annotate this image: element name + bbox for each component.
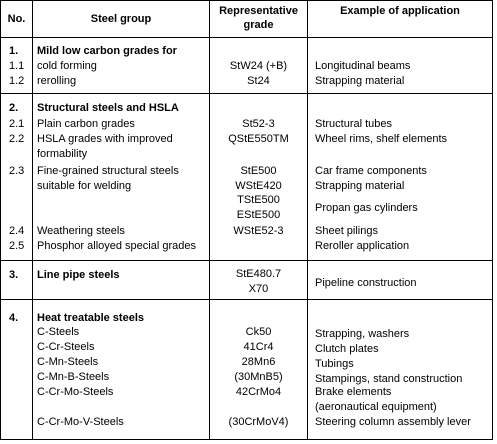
row-grade: Ck50 (245, 326, 272, 338)
row-grade: EStE500 (236, 209, 281, 221)
section-number: 3. (9, 269, 19, 281)
row-application: Car frame components (315, 165, 427, 177)
row-steel-group: formability (37, 148, 88, 160)
row-number: 1.2 (9, 75, 25, 87)
row-grade: WStE52-3 (233, 225, 284, 237)
section-title: Mild low carbon grades for (37, 45, 177, 57)
header-divider (1, 37, 492, 38)
section-divider (1, 260, 492, 261)
row-number: 2.5 (9, 240, 25, 252)
row-grade: TStE500 (237, 194, 280, 206)
section-title: Heat treatable steels (37, 312, 144, 324)
row-application: Brake elements (315, 386, 392, 398)
row-steel-group: C-Mn-Steels (37, 356, 99, 368)
row-steel-group: Plain carbon grades (37, 118, 135, 130)
row-grade: 41Cr4 (243, 341, 274, 353)
header-steel-group: Steel group (90, 13, 152, 25)
row-grade: St52-3 (242, 118, 275, 130)
row-grade: StW24 (+B) (229, 60, 288, 72)
row-grade: (30CrMoV4) (228, 416, 289, 428)
row-application: Longitudinal beams (315, 60, 411, 72)
row-steel-group: C-Cr-Mo-Steels (37, 386, 114, 398)
section-divider (1, 299, 492, 300)
row-application: Strapping material (315, 180, 405, 192)
row-number: 2.2 (9, 133, 25, 145)
column-divider (307, 1, 308, 439)
row-steel-group: HSLA grades with improved (37, 133, 173, 145)
row-grade: WStE420 (235, 180, 282, 192)
row-steel-group: Fine-grained structural steels (37, 165, 179, 177)
header-example-of-application: Example of application (340, 5, 460, 17)
row-number: 2.3 (9, 165, 25, 177)
row-number: 2.1 (9, 118, 25, 130)
row-application: Reroller application (315, 240, 410, 252)
section-number: 1. (9, 45, 19, 57)
row-steel-group: rerolling (37, 75, 77, 87)
row-application: Wheel rims, shelf elements (315, 133, 448, 145)
row-number: 1.1 (9, 60, 25, 72)
row-steel-group: C-Cr-Steels (37, 341, 95, 353)
row-grade: StE500 (240, 165, 277, 177)
row-application: Strapping, washers (315, 328, 410, 340)
row-grade: St24 (247, 75, 270, 87)
row-application: Clutch plates (315, 343, 379, 355)
row-application: Steering column assembly lever (315, 416, 471, 428)
row-application: Sheet pilings (315, 225, 378, 237)
section-number: 4. (9, 312, 19, 324)
column-divider (32, 1, 33, 439)
row-application: Stampings, stand construction (315, 373, 463, 385)
row-steel-group: Weathering steels (37, 225, 125, 237)
section-number: 2. (9, 102, 19, 114)
row-grade: X70 (248, 283, 269, 295)
header-no: No. (7, 13, 26, 25)
row-steel-group: C-Steels (37, 326, 80, 338)
row-steel-group: Phosphor alloyed special grades (37, 240, 196, 252)
row-application: Propan gas cylinders (315, 202, 418, 214)
row-application: (aeronautical equipment) (315, 401, 437, 413)
section-divider (1, 93, 492, 94)
row-grade: (30MnB5) (234, 371, 283, 383)
row-grade: QStE550TM (228, 133, 289, 145)
row-steel-group: suitable for welding (37, 180, 132, 192)
row-number: 2.4 (9, 225, 25, 237)
row-steel-group: cold forming (37, 60, 97, 72)
header-representative-grade: Representative grade (219, 5, 298, 31)
row-steel-group: C-Cr-Mo-V-Steels (37, 416, 124, 428)
row-application: Strapping material (315, 75, 405, 87)
row-application: Structural tubes (315, 118, 393, 130)
row-application: Pipeline construction (315, 277, 417, 289)
row-grade: 28Mn6 (241, 356, 276, 368)
section-title: Structural steels and HSLA (37, 102, 179, 114)
section-title: Line pipe steels (37, 269, 120, 281)
row-grade: StE480.7 (235, 268, 282, 280)
row-application: Tubings (315, 358, 354, 370)
row-grade: 42CrMo4 (235, 386, 282, 398)
row-steel-group: C-Mn-B-Steels (37, 371, 110, 383)
